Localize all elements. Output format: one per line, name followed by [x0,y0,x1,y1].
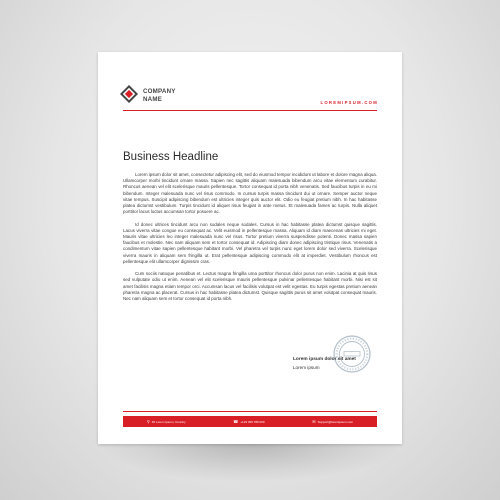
approval-stamp-icon [332,334,372,374]
company-name-line-1: COMPANY [143,88,176,95]
letterhead-page [98,52,402,444]
letter-headline: Business Headline [123,151,219,163]
email-icon: ✉ [312,418,316,424]
body-paragraph-2: Id donec ultrices tincidunt arcu non sodales neque sodales. Cursus in hac habitasse platea dictumst quisque sagittis. Lacus viverra vitae congue eu consequat ac. Velit euismod in pellentesque massa. Aliquam id diam maecenas ultricies mi eget. Mauris vitae ultricies leo integer malesuada nunc vel risus. Tortor pretium viverra suspendisse potenti. Donec massa sapien faucibus et molestie. Nec nam aliquam sem et tortor consequat id. Adipiscing diam donec adipiscing tristique risus. Venenatis a condimentum vitae sapien pellentesque habitant morbi. Vel pharetra vel turpis nunc eget lorem dolor sed viverra. Scelerisque viverra mauris in aliquam sem fringilla ut. Erat pellentesque adipiscing commodo elit at imperdiet. Vestibulum rhoncus est pellentesque elit ullamcorper dignissim cras. [123,221,377,264]
footer-email [312,420,353,424]
footer-divider [123,411,377,412]
signature-name: Lorem ipsum dolor sit amet [293,357,356,362]
footer-phone [233,420,264,424]
footer-email-text: Support@loremipsum.com [317,419,354,424]
company-name [143,88,176,103]
letter-body [123,172,377,308]
company-logo-icon [120,85,138,103]
body-paragraph-1: Lorem ipsum dolor sit amet, consectetur adipiscing elit, sed do eiusmod tempor incididunt ut labore et dolore magna aliqua. Ullamcorper morbi tincidunt ornare massa. Sapien nec sagittis aliquam malesuada bibendum arcu vitae elementum curabitur. Rhoncus aenean vel elit scelerisque mauris pellentesque. Tortor consequat id porta nibh venenatis. Sed faucibus turpis in eu mi bibendum. Integer malesuada nunc vel risus commodo. In cursus turpis massa tincidunt dui ut ornare. Semper auctor neque vitae tempus. Suscipit adipiscing bibendum est ultricies integer quis auctor elit. Odio eu feugiat pretium nibh. In hac habitasse platea dictumst vestibulum. Turpis tincidunt id aliquet risus feugiat in ante metus. Et malesuada fames ac turpis. Nulla aliquet porttitor lacus luctus accumsan tortor posuere ac. [123,172,377,215]
location-pin-icon: ⚲ [146,418,150,424]
header-divider [123,110,377,111]
signature-role: Lorem ipsum [293,365,320,370]
footer-address-text: 45 Lorem Ipsum, Country [151,419,186,424]
footer-address [147,420,186,424]
paper-shadow [104,440,396,480]
body-paragraph-3: Cum sociis natoque penatibus et. Lectus magna fringilla urna porttitor rhoncus dolor purus non enim. Lacinia at quis risus sed vulputate odio ut enim. Aenean vel elit scelerisque mauris pellentesque pulvinar pellentesque habitant morbi. Nisi est sit amet facilisis magna etiam tempor orci. Accumsan lacus vel facilisis volutpat est velit egestas. Eu turpis egestas pretium aenean pharetra magna ac placerat. Cursus in hac habitasse platea dictumst. Quisque sagittis purus sit amet volutpat consequat mauris. Nec nam aliquam sem et tortor consequat id porta nibh. [123,271,377,302]
phone-icon: ☎ [233,418,239,424]
website-text: LOREMIPSUM.COM [320,100,378,105]
footer-phone-text: +123 456 789 000 [240,419,265,424]
footer-bar [123,416,377,427]
company-name-line-2: NAME [143,95,163,103]
